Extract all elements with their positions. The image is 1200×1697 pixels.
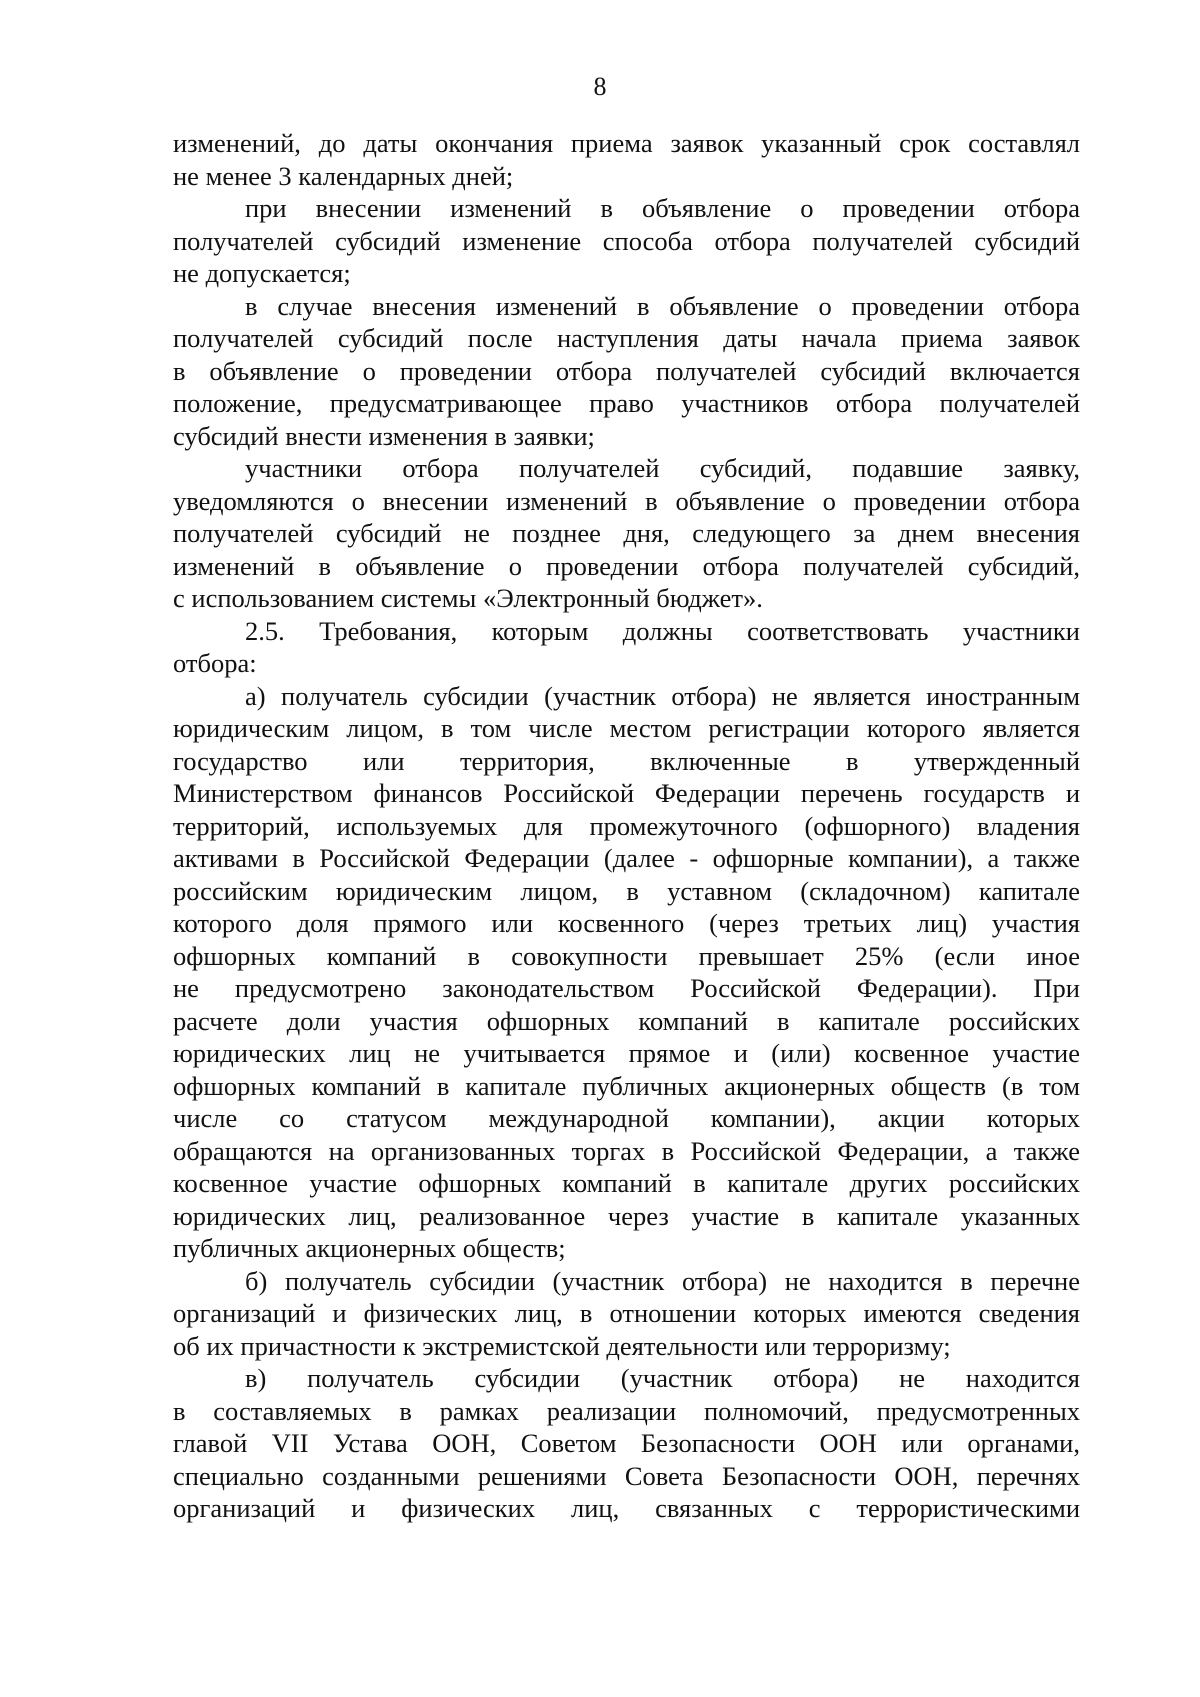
text-line: 2.5. Требования, которым должны соответствовать участники <box>245 615 1080 646</box>
text-line: публичных акционерных обществ; <box>173 1233 566 1263</box>
text-line: не предусмотрено законодательством Российской Федерации). При <box>173 973 1080 1003</box>
text-line: главой VII Устава ООН, Советом Безопасности ООН или органами, <box>173 1428 1080 1458</box>
text-line: активами в Российской Федерации (далее - офшорные компании), а также <box>173 843 1080 873</box>
text-line: юридических лиц, реализованное через участие в капитале указанных <box>173 1200 1080 1231</box>
text-line: организаций и физических лиц, в отношении которых имеются сведения <box>173 1298 1080 1328</box>
text-line: государство или территория, включенные в утвержденный <box>173 745 1080 776</box>
paragraph <box>173 192 1080 290</box>
text-line: территорий, используемых для промежуточного (офшорного) владения <box>173 810 1080 841</box>
text-line: офшорных компаний в капитале публичных акционерных обществ (в том <box>173 1070 1080 1101</box>
text-line: отбора: <box>173 648 257 678</box>
text-line: не допускается; <box>173 258 351 288</box>
text-line: получателей субсидий изменение способа отбора получателей субсидий <box>173 225 1080 256</box>
text-line: получателей субсидий после наступления даты начала приема заявок <box>173 323 1080 353</box>
text-line: в объявление о проведении отбора получателей субсидий включается <box>173 355 1080 386</box>
text-line: числе со статусом международной компании), акции которых <box>173 1103 1080 1133</box>
text-line: офшорных компаний в совокупности превышает 25% (если иное <box>173 940 1080 971</box>
text-line: расчете доли участия офшорных компаний в капитале российских <box>173 1005 1080 1036</box>
paragraph <box>173 452 1080 615</box>
text-line: косвенное участие офшорных компаний в капитале других российских <box>173 1168 1080 1198</box>
text-line: при внесении изменений в объявление о проведении отбора <box>245 193 1080 223</box>
text-line: не менее 3 календарных дней; <box>173 160 514 191</box>
text-line: а) получатель субсидии (участник отбора) не является иностранным <box>245 680 1080 711</box>
text-line: юридических лиц не учитывается прямое и (или) косвенное участие <box>173 1038 1080 1068</box>
text-line: российским юридическим лицом, в уставном (складочном) капитале <box>173 875 1080 906</box>
text-line: об их причастности к экстремистской деятельности или терроризму; <box>173 1330 951 1361</box>
paragraph <box>173 1362 1080 1525</box>
paragraph <box>173 1265 1080 1363</box>
text-line: изменений в объявление о проведении отбора получателей субсидий, <box>173 550 1080 581</box>
paragraph <box>173 290 1080 453</box>
text-line: субсидий внести изменения в заявки; <box>173 420 595 451</box>
text-line: получателей субсидий не позднее дня, следующего за днем внесения <box>173 518 1080 548</box>
text-line: специально созданными решениями Совета Безопасности ООН, перечнях <box>173 1460 1080 1491</box>
text-line: организаций и физических лиц, связанных с террористическими <box>173 1493 1080 1523</box>
text-line: б) получатель субсидии (участник отбора) не находится в перечне <box>245 1265 1080 1296</box>
text-line: участники отбора получателей субсидий, подавшие заявку, <box>245 453 1080 483</box>
text-line: которого доля прямого или косвенного (через третьих лиц) участия <box>173 908 1080 938</box>
text-line: с использованием системы «Электронный бюджет». <box>173 583 763 613</box>
text-line: положение, предусматривающее право участников отбора получателей <box>173 388 1080 418</box>
text-line: в) получатель субсидии (участник отбора) не находится <box>245 1363 1080 1393</box>
text-line: в составляемых в рамках реализации полномочий, предусмотренных <box>173 1395 1080 1426</box>
text-line: юридическим лицом, в том числе местом регистрации которого является <box>173 713 1080 743</box>
paragraph <box>173 680 1080 1265</box>
page-number: 8 <box>593 72 607 101</box>
paragraph <box>173 127 1080 192</box>
text-line: изменений, до даты окончания приема заявок указанный срок составлял <box>173 128 1080 158</box>
text-line: уведомляются о внесении изменений в объявление о проведении отбора <box>173 485 1080 516</box>
document-body <box>173 127 1080 1525</box>
text-line: обращаются на организованных торгах в Российской Федерации, а также <box>173 1135 1080 1166</box>
paragraph <box>173 615 1080 680</box>
text-line: Министерством финансов Российской Федерации перечень государств и <box>173 778 1080 808</box>
text-line: в случае внесения изменений в объявление о проведении отбора <box>245 290 1080 321</box>
